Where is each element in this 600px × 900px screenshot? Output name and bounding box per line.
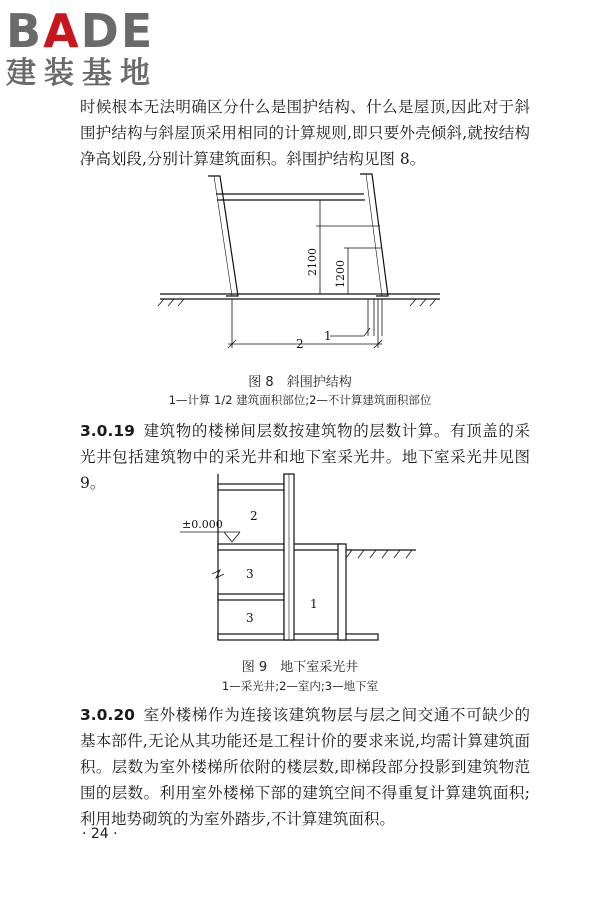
- fig9-label-2: 2: [250, 509, 258, 523]
- figure-9-caption: 图 9 地下室采光井: [241, 660, 359, 675]
- logo-letter-a: A: [43, 4, 81, 58]
- fig8-label-1: 1: [324, 329, 332, 343]
- paragraph-3-0-20: [80, 702, 530, 832]
- page-number: · 24 ·: [82, 826, 118, 842]
- figure-8-legend: 1—计算 1/2 建筑面积部位;2—不计算建筑面积部位: [168, 393, 432, 407]
- fig9-elevation-label: ±0.000: [182, 518, 223, 531]
- logo-subtitle: 建装基地: [6, 56, 158, 91]
- figure-9-legend: 1—采光井;2—室内;3—地下室: [221, 679, 379, 693]
- bade-logo: [6, 4, 158, 92]
- figure-8-caption: 图 8 斜围护结构: [248, 375, 352, 390]
- fig9-label-3-lower: 3: [246, 611, 254, 625]
- figure-9-diagram: [180, 470, 430, 646]
- logo-letter-b: B: [6, 4, 44, 58]
- fig8-label-2: 2: [296, 337, 304, 351]
- fig9-label-3-upper: 3: [246, 567, 254, 581]
- logo-letters-de: DE: [80, 4, 155, 58]
- paragraph-intro: 时候根本无法明确区分什么是围护结构、什么是屋顶,因此对于斜围护结构与斜屋顶采用相同的计算规则,即只要外壳倾斜,就按结构净高划段,分别计算建筑面积。斜围护结构见图 8。: [80, 98, 530, 168]
- clause-text-3-0-20: 室外楼梯作为连接该建筑物层与层之间交通不可缺少的基本部件,无论从其功能还是工程计价的要求来说,均需计算建筑面积。层数为室外楼梯所依附的楼层数,即梯段部分投影到建筑物范围的层数。利用室外楼梯下部的建筑空间不得重复计算建筑面积;利用地势砌筑的为室外踏步,不计算建筑面积。: [80, 706, 530, 828]
- clause-number-3-0-20: 3.0.20: [80, 706, 135, 724]
- fig9-label-1: 1: [310, 597, 318, 611]
- logo-brand: [6, 4, 158, 58]
- clause-text-3-0-19: 建筑物的楼梯间层数按建筑物的层数计算。有顶盖的采光井包括建筑物中的采光井和地下室采光井。地下室采光井见图 9。: [80, 422, 530, 492]
- figure-8-diagram: [150, 168, 450, 362]
- fig8-dim-1200: 1200: [334, 260, 347, 288]
- clause-number-3-0-19: 3.0.19: [80, 422, 135, 440]
- fig8-dim-2100: 2100: [306, 248, 319, 276]
